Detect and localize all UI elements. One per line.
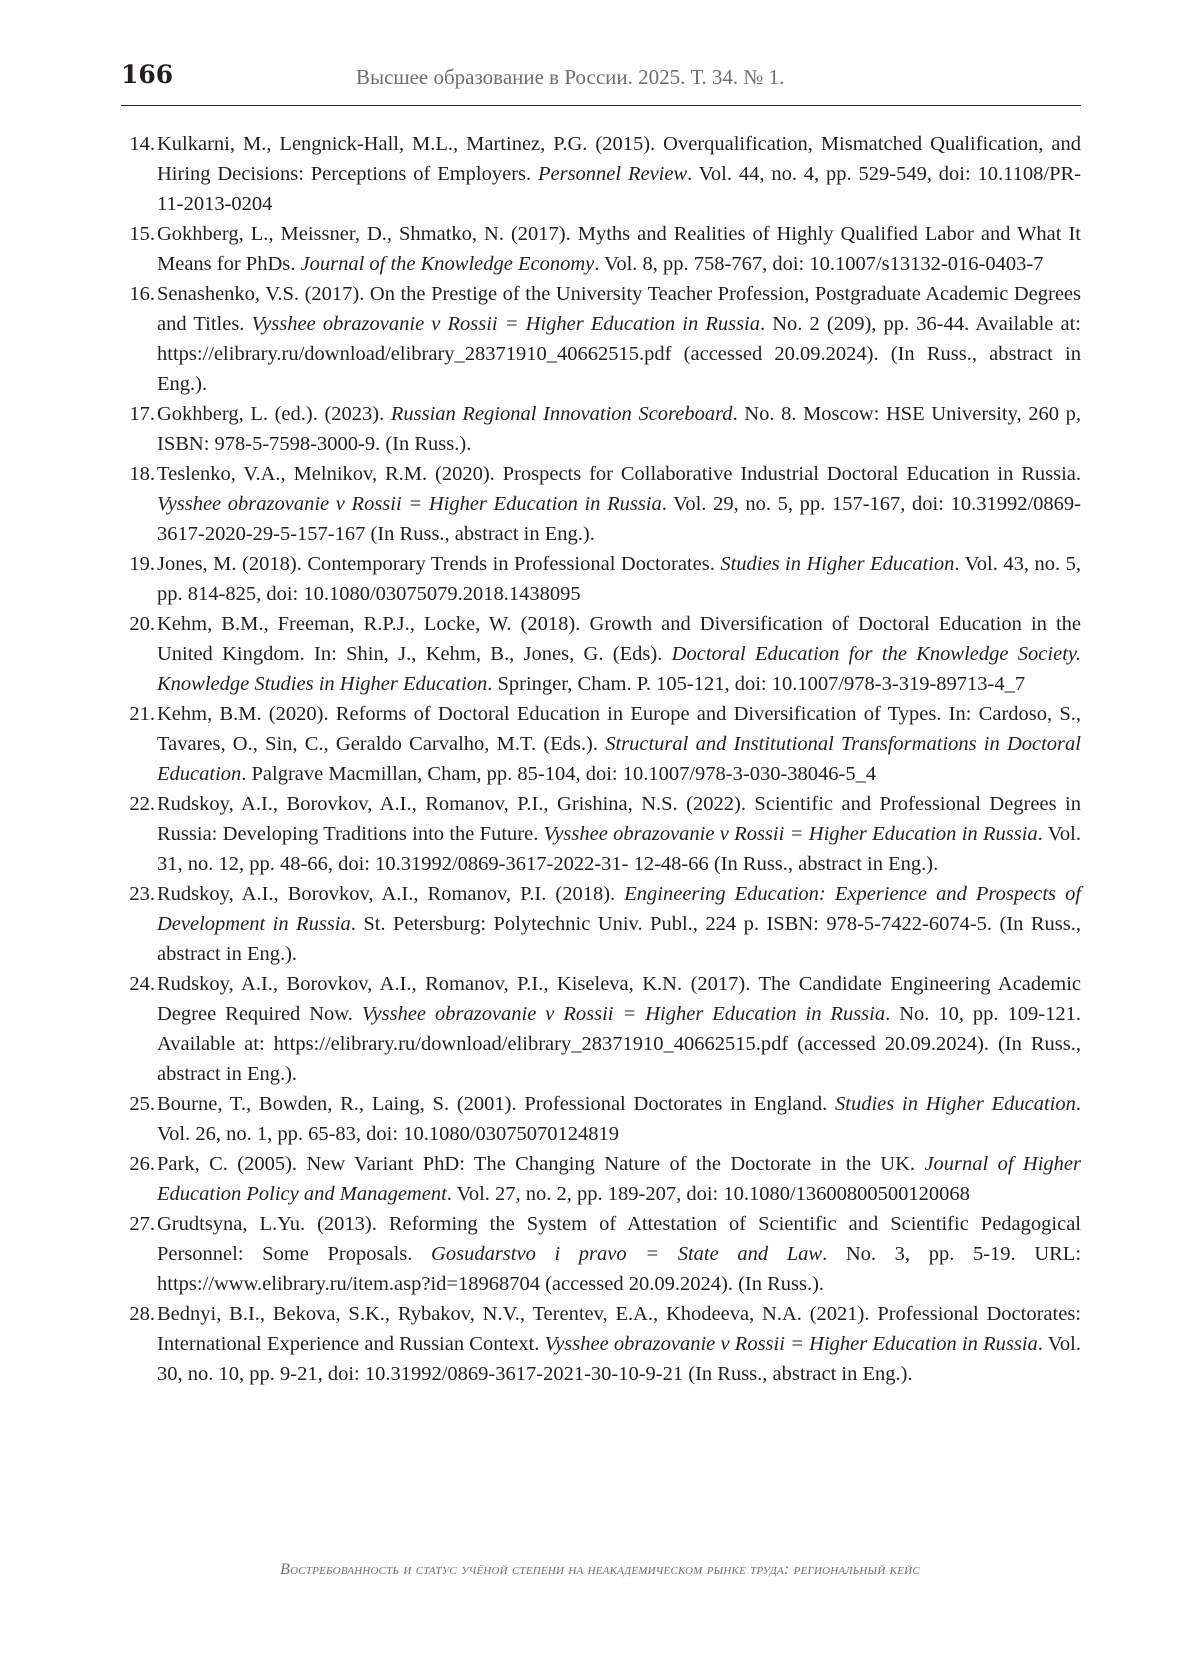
reference-number: 24 . bbox=[121, 969, 155, 999]
reference-source: Vysshee obrazovanie v Rossii = Higher Education in Russia bbox=[544, 1333, 1038, 1355]
reference-details: . Vol. 31, no. 12, pp. 48-66, doi: 10.31992/0869-3617-2022-31- 12-48-66 (In Russ., abstract in Eng.). bbox=[157, 823, 1081, 875]
reference-number: 18 . bbox=[121, 459, 155, 489]
reference-text: Jones, M. (2018). Contemporary Trends in Professional Doctorates. bbox=[157, 553, 721, 575]
reference-number: 20 . bbox=[121, 609, 155, 639]
reference-text: Senashenko, V.S. (2017). On the Prestige of the University Teacher Profession, Postgraduate Academic Degrees and Titles. bbox=[157, 283, 1081, 335]
reference-text: Bednyi, B.I., Bekova, S.K., Rybakov, N.V., Terentev, E.A., Khodeeva, N.A. (2021). Professional Doctorates: International Experience and Russian Context. bbox=[157, 1303, 1081, 1355]
reference-text: Kulkarni, M., Lengnick-Hall, M.L., Martinez, P.G. (2015). Overqualification, Mismatched Qualification, and Hiring Decisions: Perceptions of Employers. bbox=[157, 133, 1081, 185]
reference-details: . Vol. 8, pp. 758-767, doi: 10.1007/s13132-016-0403-7 bbox=[594, 253, 1044, 275]
reference-source: Personnel Review bbox=[537, 163, 688, 185]
reference-details: . No. 10, pp. 109-121. Available at: https://elibrary.ru/download/elibrary_28371910_40662515.pdf (accessed 20.09.2024). (In Russ., abstract in Eng.). bbox=[157, 1003, 1081, 1085]
running-title: Высшее образование в России. 2025. Т. 34. № 1. bbox=[356, 65, 785, 89]
page-number: 166 bbox=[121, 60, 174, 89]
reference-details: . Vol. 43, no. 5, pp. 814-825, doi: 10.1080/03075079.2018.1438095 bbox=[157, 553, 1081, 605]
reference-item bbox=[121, 699, 1081, 789]
reference-details: . Vol. 26, no. 1, pp. 65-83, doi: 10.1080/03075070124819 bbox=[157, 1093, 1081, 1145]
reference-details: . Springer, Cham. P. 105-121, doi: 10.1007/978-3-319-89713-4_7 bbox=[487, 673, 1026, 695]
reference-list bbox=[121, 129, 1081, 1389]
reference-item bbox=[121, 279, 1081, 399]
reference-source: Structural and Institutional Transformations in Doctoral Education bbox=[157, 733, 1081, 785]
reference-details: . No. 3, pp. 5-19. URL: https://www.elibrary.ru/item.asp?id=18968704 (accessed 20.09.2024). (In Russ.). bbox=[157, 1243, 1082, 1295]
reference-text: Grudtsyna, L.Yu. (2013). Reforming the System of Attestation of Scientific and Scientific Pedagogical Personnel: Some Proposals. bbox=[157, 1213, 1081, 1265]
reference-details: . Palgrave Macmillan, Cham, pp. 85-104, doi: 10.1007/978-3-030-38046-5_4 bbox=[241, 763, 877, 785]
reference-item bbox=[121, 969, 1081, 1089]
reference-item bbox=[121, 1089, 1081, 1149]
reference-source: Studies in Higher Education bbox=[720, 553, 955, 575]
reference-text: Rudskoy, A.I., Borovkov, A.I., Romanov, P.I. (2018). bbox=[157, 883, 625, 905]
reference-item bbox=[121, 1209, 1081, 1299]
reference-details: . No. 8. Moscow: HSE University, 260 p, ISBN: 978-5-7598-3000-9. (In Russ.). bbox=[157, 403, 1081, 455]
reference-item bbox=[121, 879, 1081, 969]
reference-item bbox=[121, 459, 1081, 549]
reference-details: . Vol. 27, no. 2, pp. 189-207, doi: 10.1080/13600800500120068 bbox=[446, 1183, 970, 1205]
reference-number: 14 . bbox=[121, 129, 155, 159]
reference-source: Studies in Higher Education bbox=[835, 1093, 1076, 1115]
reference-item bbox=[121, 1149, 1081, 1209]
reference-item bbox=[121, 789, 1081, 879]
reference-source: Journal of the Knowledge Economy bbox=[300, 253, 595, 275]
reference-number: 16 . bbox=[121, 279, 155, 309]
reference-text: Rudskoy, A.I., Borovkov, A.I., Romanov, P.I., Kiseleva, K.N. (2017). The Candidate Engineering Academic Degree Required Now. bbox=[157, 973, 1081, 1025]
reference-source: Doctoral Education for the Knowledge Society. Knowledge Studies in Higher Education bbox=[157, 643, 1081, 695]
reference-number: 27 . bbox=[121, 1209, 155, 1239]
reference-text: Rudskoy, A.I., Borovkov, A.I., Romanov, P.I., Grishina, N.S. (2022). Scientific and Professional Degrees in Russia: Developing Traditions into the Future. bbox=[157, 793, 1081, 845]
reference-number: 23 . bbox=[121, 879, 155, 909]
page-footer: Востребованность и статус учёной степени на неакадемическом рынке труда: региональный кейс bbox=[280, 1561, 920, 1578]
reference-source: Journal of Higher Education Policy and Management bbox=[157, 1153, 1082, 1205]
reference-source: Russian Regional Innovation Scoreboard bbox=[390, 403, 733, 425]
reference-source: Vysshee obrazovanie v Rossii = Higher Education in Russia bbox=[157, 493, 662, 515]
reference-text: Gokhberg, L., Meissner, D., Shmatko, N. (2017). Myths and Realities of Highly Qualified Labor and What It Means for PhDs. bbox=[157, 223, 1081, 275]
reference-number: 25 . bbox=[121, 1089, 155, 1119]
reference-text: Gokhberg, L. (ed.). (2023). bbox=[157, 403, 391, 425]
reference-item bbox=[121, 219, 1081, 279]
reference-item bbox=[121, 549, 1081, 609]
reference-details: . Vol. 29, no. 5, pp. 157-167, doi: 10.31992/0869-3617-2020-29-5-157-167 (In Russ., abstract in Eng.). bbox=[157, 493, 1081, 545]
reference-number: 15 . bbox=[121, 219, 155, 249]
reference-number: 21 . bbox=[121, 699, 155, 729]
reference-text: Kehm, B.M. (2020). Reforms of Doctoral Education in Europe and Diversification of Types. In: Cardoso, S., Tavares, O., Sin, C., Geraldo Carvalho, M.T. (Eds.). bbox=[157, 703, 1081, 755]
reference-details: . No. 2 (209), pp. 36-44. Available at: https://elibrary.ru/download/elibrary_28371910_40662515.pdf (accessed 20.09.2024). (In Russ., abstract in Eng.). bbox=[157, 313, 1081, 395]
reference-number: 22 . bbox=[121, 789, 155, 819]
reference-source: Gosudarstvo i pravo = State and Law bbox=[431, 1243, 823, 1265]
reference-number: 19 . bbox=[121, 549, 155, 579]
reference-item bbox=[121, 609, 1081, 699]
reference-source: Vysshee obrazovanie v Rossii = Higher Education in Russia bbox=[543, 823, 1038, 845]
reference-text: Bourne, T., Bowden, R., Laing, S. (2001). Professional Doctorates in England. bbox=[157, 1093, 836, 1115]
reference-item bbox=[121, 1299, 1081, 1389]
reference-details: . Vol. 44, no. 4, pp. 529-549, doi: 10.1108/PR-11-2013-0204 bbox=[157, 163, 1082, 215]
reference-text: Park, C. (2005). New Variant PhD: The Changing Nature of the Doctorate in the UK. bbox=[157, 1153, 925, 1175]
reference-source: Vysshee obrazovanie v Rossii = Higher Education in Russia bbox=[361, 1003, 886, 1025]
reference-details: . Vol. 30, no. 10, pp. 9-21, doi: 10.31992/0869-3617-2021-30-10-9-21 (In Russ., abstract in Eng.). bbox=[157, 1333, 1081, 1385]
page-header bbox=[121, 58, 1081, 106]
reference-text: Teslenko, V.A., Melnikov, R.M. (2020). Prospects for Collaborative Industrial Doctoral Education in Russia. bbox=[157, 463, 1081, 485]
reference-number: 26 . bbox=[121, 1149, 155, 1179]
reference-source: Vysshee obrazovanie v Rossii = Higher Education in Russia bbox=[251, 313, 760, 335]
reference-number: 28 . bbox=[121, 1299, 155, 1329]
reference-details: . St. Petersburg: Polytechnic Univ. Publ., 224 p. ISBN: 978-5-7422-6074-5. (In Russ., abstract in Eng.). bbox=[157, 913, 1082, 965]
reference-number: 17 . bbox=[121, 399, 155, 429]
reference-item bbox=[121, 399, 1081, 459]
reference-text: Kehm, B.M., Freeman, R.P.J., Locke, W. (2018). Growth and Diversification of Doctoral Education in the United Kingdom. In: Shin, J., Kehm, B., Jones, G. (Eds). bbox=[157, 613, 1081, 665]
reference-item bbox=[121, 129, 1081, 219]
reference-source: Engineering Education: Experience and Prospects of Development in Russia bbox=[157, 883, 1082, 935]
